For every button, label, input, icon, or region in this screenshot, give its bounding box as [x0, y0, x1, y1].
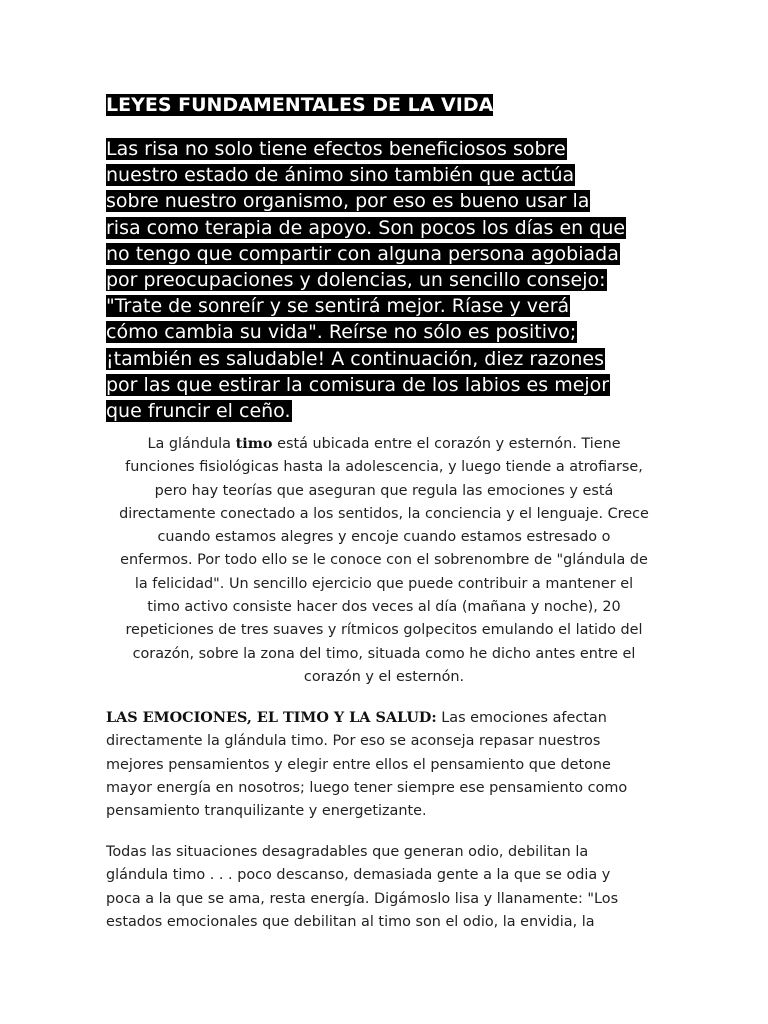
intro-paragraph: [106, 136, 666, 424]
intro-line: cómo cambia su vida". Reírse no sólo es positivo;: [106, 321, 577, 344]
intro-line: "Trate de sonreír y se sentirá mejor. Ríase y verá: [106, 295, 570, 318]
timo-line: timo activo consiste hacer dos veces al día (mañana y noche), 20: [147, 599, 621, 616]
situaciones-line: poca a la que se ama, resta energía. Digámoslo lisa y llanamente: "Los: [106, 890, 619, 907]
timo-line: pero hay teorías que aseguran que regula las emociones y está: [154, 482, 614, 499]
intro-line: por las que estirar la comisura de los labios es mejor: [106, 373, 610, 396]
emociones-line: mejores pensamientos y elegir entre ellos el pensamiento que detone: [106, 756, 611, 773]
emociones-paragraph: [106, 706, 666, 823]
intro-line: que fruncir el ceño.: [106, 400, 291, 423]
timo-line: corazón, sobre la zona del timo, situada como he dicho antes entre el: [132, 645, 636, 662]
situaciones-line: glándula timo . . . poco descanso, demasiada gente a la que se odia y: [106, 867, 611, 884]
intro-line: sobre nuestro organismo, por eso es bueno usar la: [106, 190, 590, 213]
timo-line: cuando estamos alegres y encoje cuando estamos estresado o: [157, 529, 611, 546]
situaciones-line: Todas las situaciones desagradables que generan odio, debilitan la: [106, 844, 589, 860]
situaciones-paragraph: [106, 841, 666, 934]
intro-line: nuestro estado de ánimo sino también que actúa: [106, 164, 575, 187]
emociones-heading: LAS EMOCIONES, EL TIMO Y LA SALUD:: [106, 709, 437, 726]
emociones-line: directamente la glándula timo. Por eso se aconseja repasar nuestros: [106, 733, 601, 750]
timo-line: enfermos. Por todo ello se le conoce con el sobrenombre de "glándula de: [120, 552, 648, 569]
intro-line: no tengo que compartir con alguna persona agobiada: [106, 242, 619, 265]
timo-bold-word: timo: [235, 435, 273, 452]
emociones-line: LAS EMOCIONES, EL TIMO Y LA SALUD: Las emociones afectan: [106, 709, 607, 726]
timo-line: corazón y el esternón.: [303, 668, 465, 685]
title-text: LEYES FUNDAMENTALES DE LA VIDA: [106, 94, 494, 116]
intro-line: por preocupaciones y dolencias, un sencillo consejo:: [106, 269, 606, 292]
intro-line: ¡también es saludable! A continuación, diez razones: [106, 347, 605, 370]
intro-line: risa como terapia de apoyo. Son pocos los días en que: [106, 216, 626, 239]
timo-line: La glándula timo está ubicada entre el corazón y esternón. Tiene: [147, 435, 621, 452]
timo-line: directamente conectado a los sentidos, la conciencia y el lenguaje. Crece: [119, 505, 649, 522]
timo-line: funciones fisiológicas hasta la adolescencia, y luego tiende a atrofiarse,: [125, 459, 643, 476]
emociones-line: mayor energía en nosotros; luego tener siempre ese pensamiento como: [106, 779, 628, 796]
emociones-line: pensamiento tranquilizante y energetizante.: [106, 803, 427, 820]
timo-line: la felicidad". Un sencillo ejercicio que puede contribuir a mantener el: [134, 575, 634, 592]
intro-line: Las risa no solo tiene efectos beneficiosos sobre: [106, 138, 566, 160]
timo-line: repeticiones de tres suaves y rítmicos golpecitos emulando el latido del: [125, 622, 643, 639]
page-title: [106, 92, 666, 118]
situaciones-line: estados emocionales que debilitan al timo son el odio, la envidia, la: [106, 913, 595, 930]
timo-paragraph: [100, 432, 668, 689]
